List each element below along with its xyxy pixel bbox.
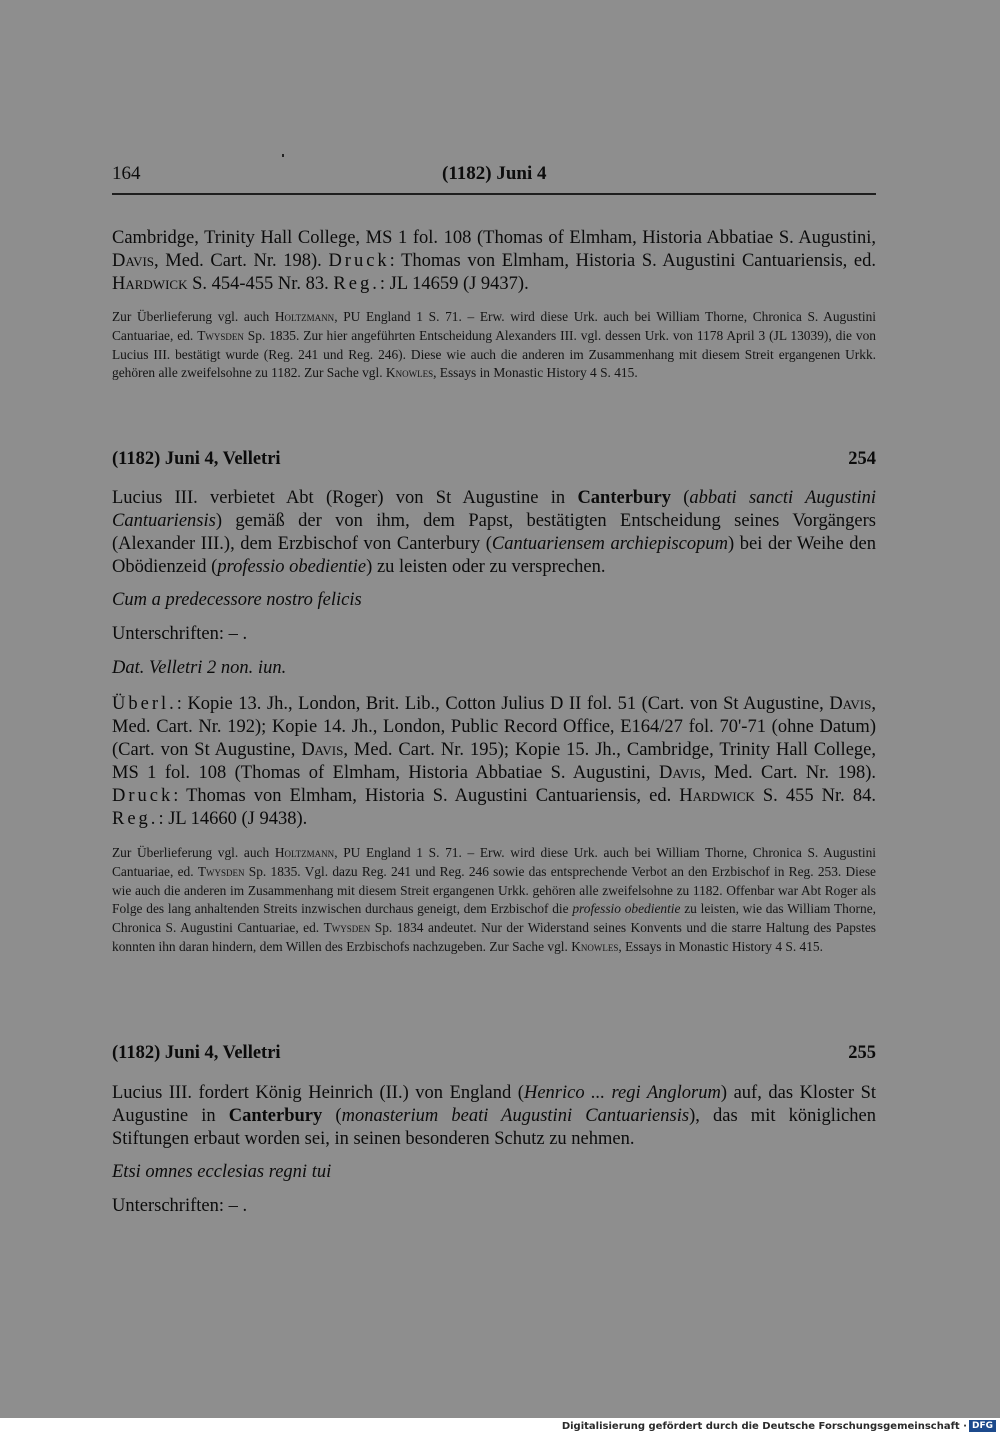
- dfg-logo-icon: DFG: [969, 1420, 996, 1432]
- page-number: 164: [112, 163, 141, 184]
- continuation-transmission: [112, 227, 876, 296]
- entry-254-transmission: Überl.: Kopie 13. Jh., London, Brit. Lib., Cotton Julius D II fol. 51 (Cart. von St Augustine, Davis, Med. Cart. Nr. 192); Kopie 14. Jh., London, Public Record Office, E164/27 fol. 70'-71 (ohne Datum) (Cart. von St Augustine, Davis, Med. Cart. Nr. 195); Kopie 15. Jh., Cambridge, Trinity Hall College, MS 1 fol. 108 (Thomas of Elmham, Historia Abbatiae S. Augustini, Davis, Med. Cart. Nr. 198). Druck: Thomas von Elmham, Historia S. Augustini Cantuariensis, ed. Hardwick S. 455 Nr. 84. Reg.: JL 14660 (J 9438).: [112, 694, 876, 829]
- header-rule: [112, 193, 876, 195]
- entry-254-dating: Dat. Velletri 2 non. iun.: [112, 658, 287, 678]
- entry-255-incipit: Etsi omnes ecclesias regni tui: [112, 1162, 332, 1182]
- continuation-paragraph: Cambridge, Trinity Hall College, MS 1 fol. 108 (Thomas of Elmham, Historia Abbatiae S. Augustini, Davis, Med. Cart. Nr. 198). Druck: Thomas von Elmham, Historia S. Augustini Cantuariensis, ed. Hardwick S. 454-455 Nr. 83. Reg.: JL 14659 (J 9437).: [112, 228, 876, 294]
- entry-255-signatures: Unterschriften: – .: [112, 1196, 248, 1216]
- entry-254-heading: [112, 449, 876, 470]
- funding-footer: [562, 1419, 996, 1433]
- scan-speck: [282, 154, 284, 157]
- entry-254-note: Zur Überlieferung vgl. auch Holtzmann, PU England 1 S. 71. – Erw. wird diese Urk. auch bei William Thorne, Chronica S. Augustini Cantuariae, ed. Twysden Sp. 1835. Vgl. dazu Reg. 241 und Reg. 246 sowie das entsprechende Verbot an den Erzbischof in Reg. 253. Diese wie auch die anderen im Zusammenhang mit diesem Streit ergangenen Urkk. gehören alle zweifelsohne zu 1182. Offenbar war Abt Roger als Folge des lang anhaltenden Streits inzwischen durchaus geneigt, dem Erzbischof die professio obedientie zu leisten, wie das William Thorne, Chronica S. Augustini Cantuariae, ed. Twysden Sp. 1834 andeutet. Nur der Widerstand seines Konvents und die starre Haltung des Papstes konnten ihn daran hindern, dem Willen des Erzbischofs nachzugeben. Zur Sache vgl. Knowles, Essays in Monastic History 4 S. 415.: [112, 845, 877, 954]
- running-title: (1182) Juni 4: [442, 163, 547, 184]
- entry-date-place: (1182) Juni 4, Velletri: [112, 1043, 281, 1063]
- entry-date-place: (1182) Juni 4, Velletri: [112, 449, 281, 469]
- funding-note: Digitalisierung gefördert durch die Deutsche Forschungsgemeinschaft ·: [561, 1420, 967, 1432]
- entry-254-incipit: Cum a predecessore nostro felicis: [112, 590, 362, 610]
- entry-254-regest: Lucius III. verbietet Abt (Roger) von St Augustine in Canterbury (abbati sancti Augustini Cantuariensis) gemäß der von ihm, dem Papst, bestätigten Entscheidung seines Vorgängers (Alexander III.), dem Erzbischof von Canterbury (Cantuariensem archiepiscopum) bei der Weihe den Obödienzeid (professio obedientie) zu leisten oder zu versprechen.: [112, 488, 876, 577]
- entry-number: 254: [848, 449, 876, 469]
- entry-255-heading: [112, 1043, 876, 1064]
- entry-number: 255: [848, 1043, 876, 1063]
- continuation-note: Zur Überlieferung vgl. auch Holtzmann, PU England 1 S. 71. – Erw. wird diese Urk. auch bei William Thorne, Chronica S. Augustini Cantuariae, ed. Twysden Sp. 1835. Zur hier angeführten Entscheidung Alexanders III. vgl. dessen Urk. von 1178 April 3 (JL 13039), die von Lucius III. bestätigt wurde (Reg. 241 und Reg. 246). Diese wie auch die anderen im Zusammenhang mit diesem Streit ergangenen Urkk. gehören alle zweifelsohne zu 1182. Zur Sache vgl. Knowles, Essays in Monastic History 4 S. 415.: [112, 309, 877, 381]
- entry-255-regest: Lucius III. fordert König Heinrich (II.) von England (Henrico ... regi Anglorum) auf, das Kloster St Augustine in Canterbury (monasterium beati Augustini Cantuariensis), das mit königlichen Stiftungen erbaut worden sei, in seinen besonderen Schutz zu nehmen.: [112, 1083, 877, 1149]
- entry-254-signatures: Unterschriften: – .: [112, 624, 248, 644]
